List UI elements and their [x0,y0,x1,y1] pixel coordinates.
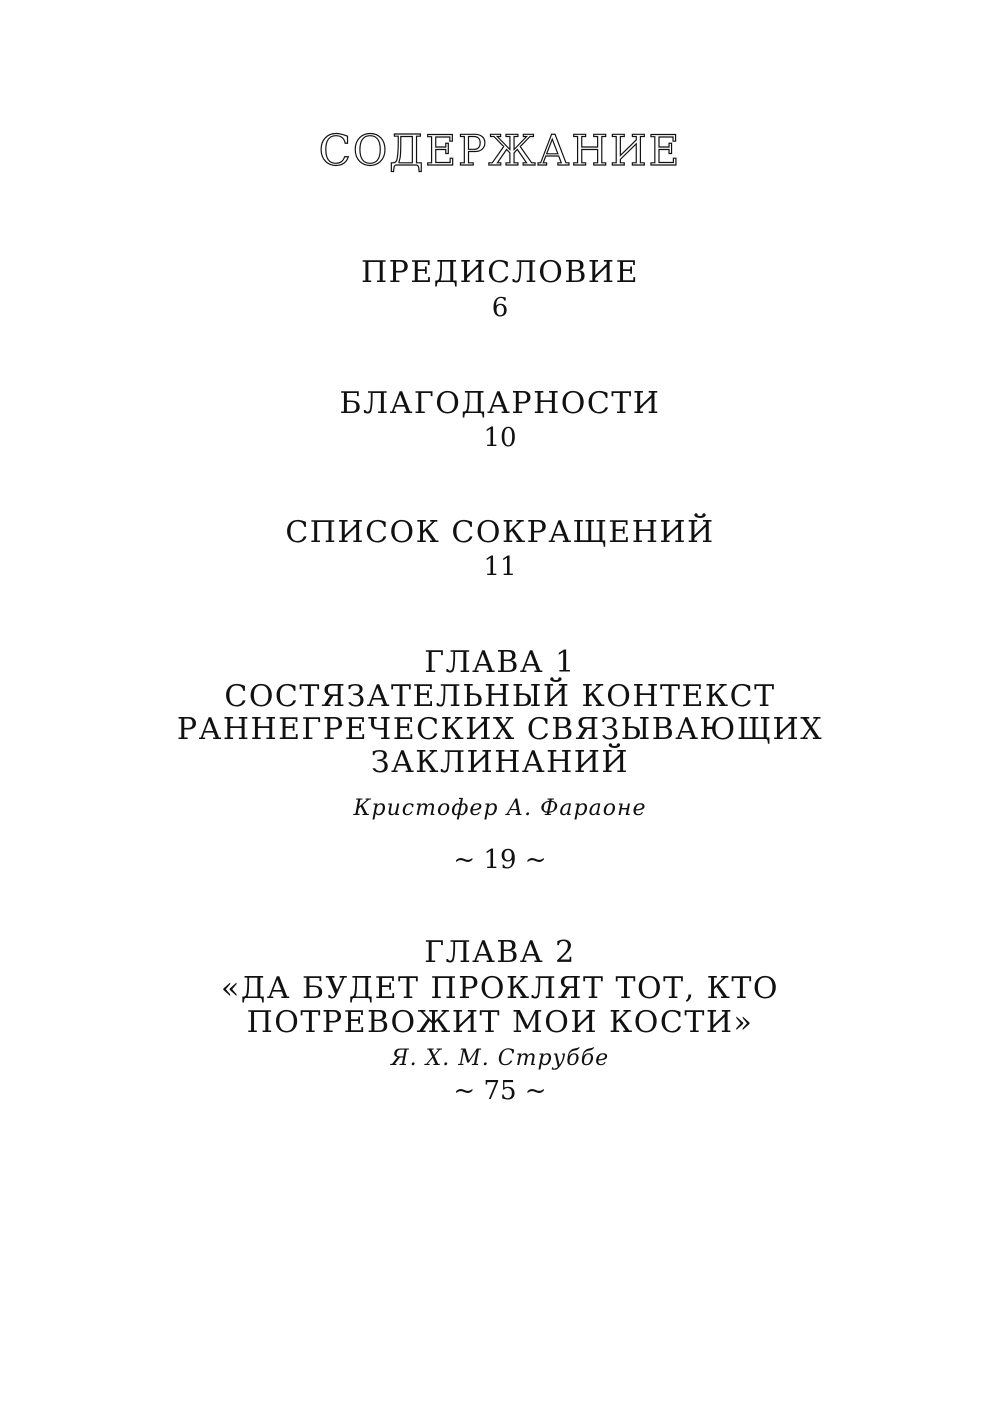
chapter-title-line[interactable]: РАННЕГРЕЧЕСКИХ СВЯЗЫВАЮЩИХ [176,712,824,747]
chapter-author: Кристофер А. Фараоне [353,796,647,821]
chapter-title-line[interactable]: СОСТЯЗАТЕЛЬНЫЙ КОНТЕКСТ [224,679,776,714]
toc-entry-page: 6 [491,293,509,323]
chapter-title-line[interactable]: ЗАКЛИНАНИЙ [370,745,630,780]
toc-entry-page: 10 [483,423,517,453]
toc-entry-page: 11 [483,552,517,582]
chapter-label: ГЛАВА 2 [424,935,576,970]
chapter-label: ГЛАВА 1 [424,645,576,680]
chapter-title-line[interactable]: ПОТРЕВОЖИТ МОИ КОСТИ» [246,1005,754,1040]
toc-entry-page: ~ 75 ~ [453,1076,547,1106]
toc-entry-page: ~ 19 ~ [453,845,547,875]
page-title: СОДЕРЖАНИЕ [318,126,682,175]
toc-entry-heading[interactable]: ПРЕДИСЛОВИЕ [361,255,639,290]
chapter-author: Я. Х. М. Струббе [390,1046,610,1071]
toc-entry-heading[interactable]: СПИСОК СОКРАЩЕНИЙ [285,515,715,550]
toc-entry-heading[interactable]: БЛАГОДАРНОСТИ [339,386,661,421]
chapter-title-line[interactable]: «ДА БУДЕТ ПРОКЛЯТ ТОТ, КТО [220,971,780,1006]
